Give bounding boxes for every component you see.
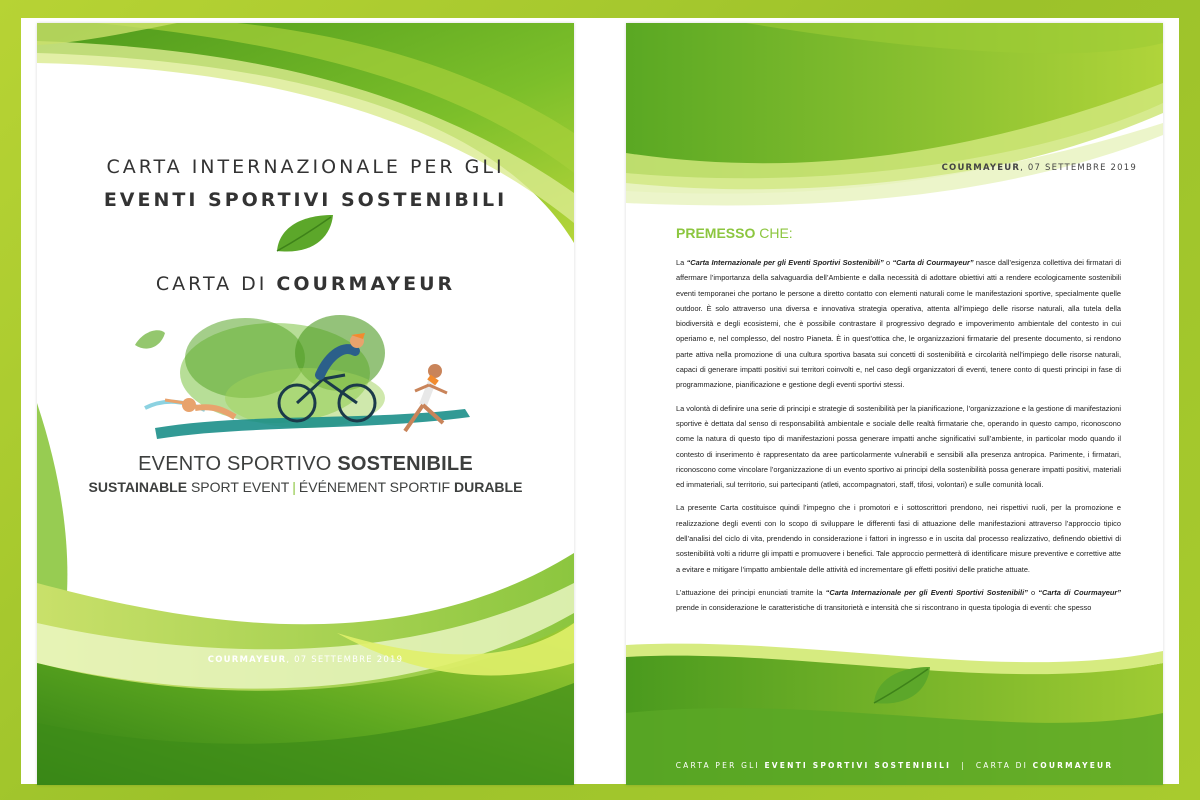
leaf-icon (273, 211, 337, 259)
cover-date (37, 655, 574, 665)
leaf-icon (870, 663, 934, 711)
cover-subtitle (37, 273, 574, 295)
inner-date-rest: , 07 SETTEMBRE 2019 (1020, 163, 1137, 173)
cover-date-place: COURMAYEUR (207, 655, 287, 665)
event-title-bold: SOSTENIBILE (337, 453, 473, 475)
p1-emphasis-2: “Carta di Courmayeur” (892, 258, 974, 267)
event-sub-part2-thin: ÉVÉNEMENT SPORTIF (298, 479, 454, 495)
footer-thin-1: CARTA PER GLI (675, 761, 765, 770)
footer-bold-1: EVENTI SPORTIVI SOSTENIBILI (764, 761, 952, 770)
footer-thin-2: CARTA DI (975, 761, 1033, 770)
event-title-prefix: EVENTO SPORTIVO (138, 453, 338, 475)
body-text (676, 255, 1121, 624)
p1-text-a: La (676, 258, 687, 267)
p4-text-a: L’attuazione dei principi enunciati tramite la (676, 587, 826, 597)
section-heading-rest: CHE: (755, 225, 793, 241)
p4-text-c: prende in considerazione le caratteristiche di transitorietà e intensità che si riscontrano in questa tipologia di eventi: che spesso (676, 603, 1092, 613)
event-sub-part1-bold: SUSTAINABLE (88, 479, 188, 495)
cover-date-rest: , 07 SETTEMBRE 2019 (286, 655, 404, 665)
cover-subtitle-bold: COURMAYEUR (276, 273, 456, 295)
event-sub-part1-thin: SPORT EVENT (187, 479, 290, 495)
p4-emphasis-2: “Carta di Courmayeur” (1038, 587, 1122, 597)
paragraph-3: La presente Carta costituisce quindi l’impegno che i promotori e i sottoscrittori prendono, nei rispettivi ruoli, per la promozione e realizzazione degli eventi con lo scopo di sviluppare le differenti fasi di attuazione delle manifestazioni attraverso l’approccio tipico dell’analisi del ciclo di vita, prendendo in considerazione i fattori in ingresso e in uscita dal processo realizzativo, definendo obiettivi di sostenibilità volti a ridurre gli impatti e promuovere i benefici. Tale approccio permetterà di identificare misure preventive e correttive atte a evitare e mitigare l’impatto ambientale delle attività ed incrementare gli effetti positivi delle pratiche attuate. (676, 503, 1121, 574)
inner-date (942, 163, 1137, 173)
cover-page (37, 23, 574, 785)
cover-subtitle-prefix: CARTA DI (155, 273, 277, 295)
section-heading (676, 225, 793, 241)
event-sub-separator: | (292, 479, 296, 495)
section-heading-bold: PREMESSO (676, 225, 756, 241)
page-footer (626, 761, 1163, 770)
cover-title-line1: CARTA INTERNAZIONALE PER GLI (106, 156, 505, 178)
cover-title-line2: EVENTI SPORTIVI SOSTENIBILI (103, 189, 508, 211)
paragraph-1 (676, 255, 1121, 393)
inner-page (626, 23, 1163, 785)
inner-date-place: COURMAYEUR (941, 163, 1021, 173)
p1-emphasis-1: “Carta Internazionale per gli Eventi Sportivi Sostenibili” (686, 258, 884, 267)
p1-text-c: nasce dall’esigenza collettiva dei firmatari di affermare l’importanza della salvaguardia dell’Ambiente e dalla necessità di adottare obiettivi atti a rendere ecologicamente sostenibili eventi temporanei che portano le persone a diretto contatto con elementi naturali come le manifestazioni sportive, specialmente quelle outdoor. È solo attraverso una diversa e innovativa strategia operativa, attenta all’impiego delle risorse naturali, alla tutela della biodiversità e degli ecosistemi, che è possibile contrastare il progressivo degrado e impoverimento ambientale del contesto in cui operiamo e, nel complesso, del nostro Pianeta. È in quest’ottica che, le organizzazioni firmatarie del presente documento, si rendono parte attiva nella promozione di una cultura sportiva basata sui concetti di sostenibilità e circolarità nell’impiego delle risorse naturali, capaci di generare impatti positivi sui territori coinvolti e, nel caso degli organizzatori di eventi, tenere conto di questi principi in fase di programmazione, pianificazione e gestione degli eventi sportivi stessi. (676, 258, 1122, 390)
footer-separator: | (961, 761, 966, 770)
event-sub-part2-bold: DURABLE (453, 479, 523, 495)
document-canvas (21, 18, 1179, 784)
p1-text-b: o (883, 258, 893, 267)
event-subtitle (37, 479, 574, 495)
paragraph-2: La volontà di definire una serie di principi e strategie di sostenibilità per la pianificazione, l’organizzazione e la gestione di manifestazioni sportive è dettata dal senso di responsabilità ambientale e sociale delle realtà firmatarie che, operando in questo campo, riconoscono come la natura di questo tipo di manifestazioni possa generare impatti anche significativi sull’ambiente, in particolar modo quando il contesto di inserimento è rappresentato da aree particolarmente vulnerabili e sensibili alla presenza antropica. Parimente, i firmatari, riconoscono come vincolare l’organizzazione di un evento sportivo ai principi della sostenibilità possa generare impatti positivi, materiali ed immateriali, sul territorio, sui partecipanti (atleti, accompagnatori, staff, tifosi, volontari) e sulle comunità locali. (676, 403, 1121, 490)
footer-bold-2: COURMAYEUR (1032, 761, 1114, 770)
p4-text-b: o (1027, 587, 1039, 597)
swim-bike-run-illustration (125, 313, 485, 463)
paragraph-4 (676, 585, 1121, 616)
event-title (37, 453, 574, 476)
p4-emphasis-1: “Carta Internazionale per gli Eventi Sportivi Sostenibili” (825, 587, 1028, 597)
